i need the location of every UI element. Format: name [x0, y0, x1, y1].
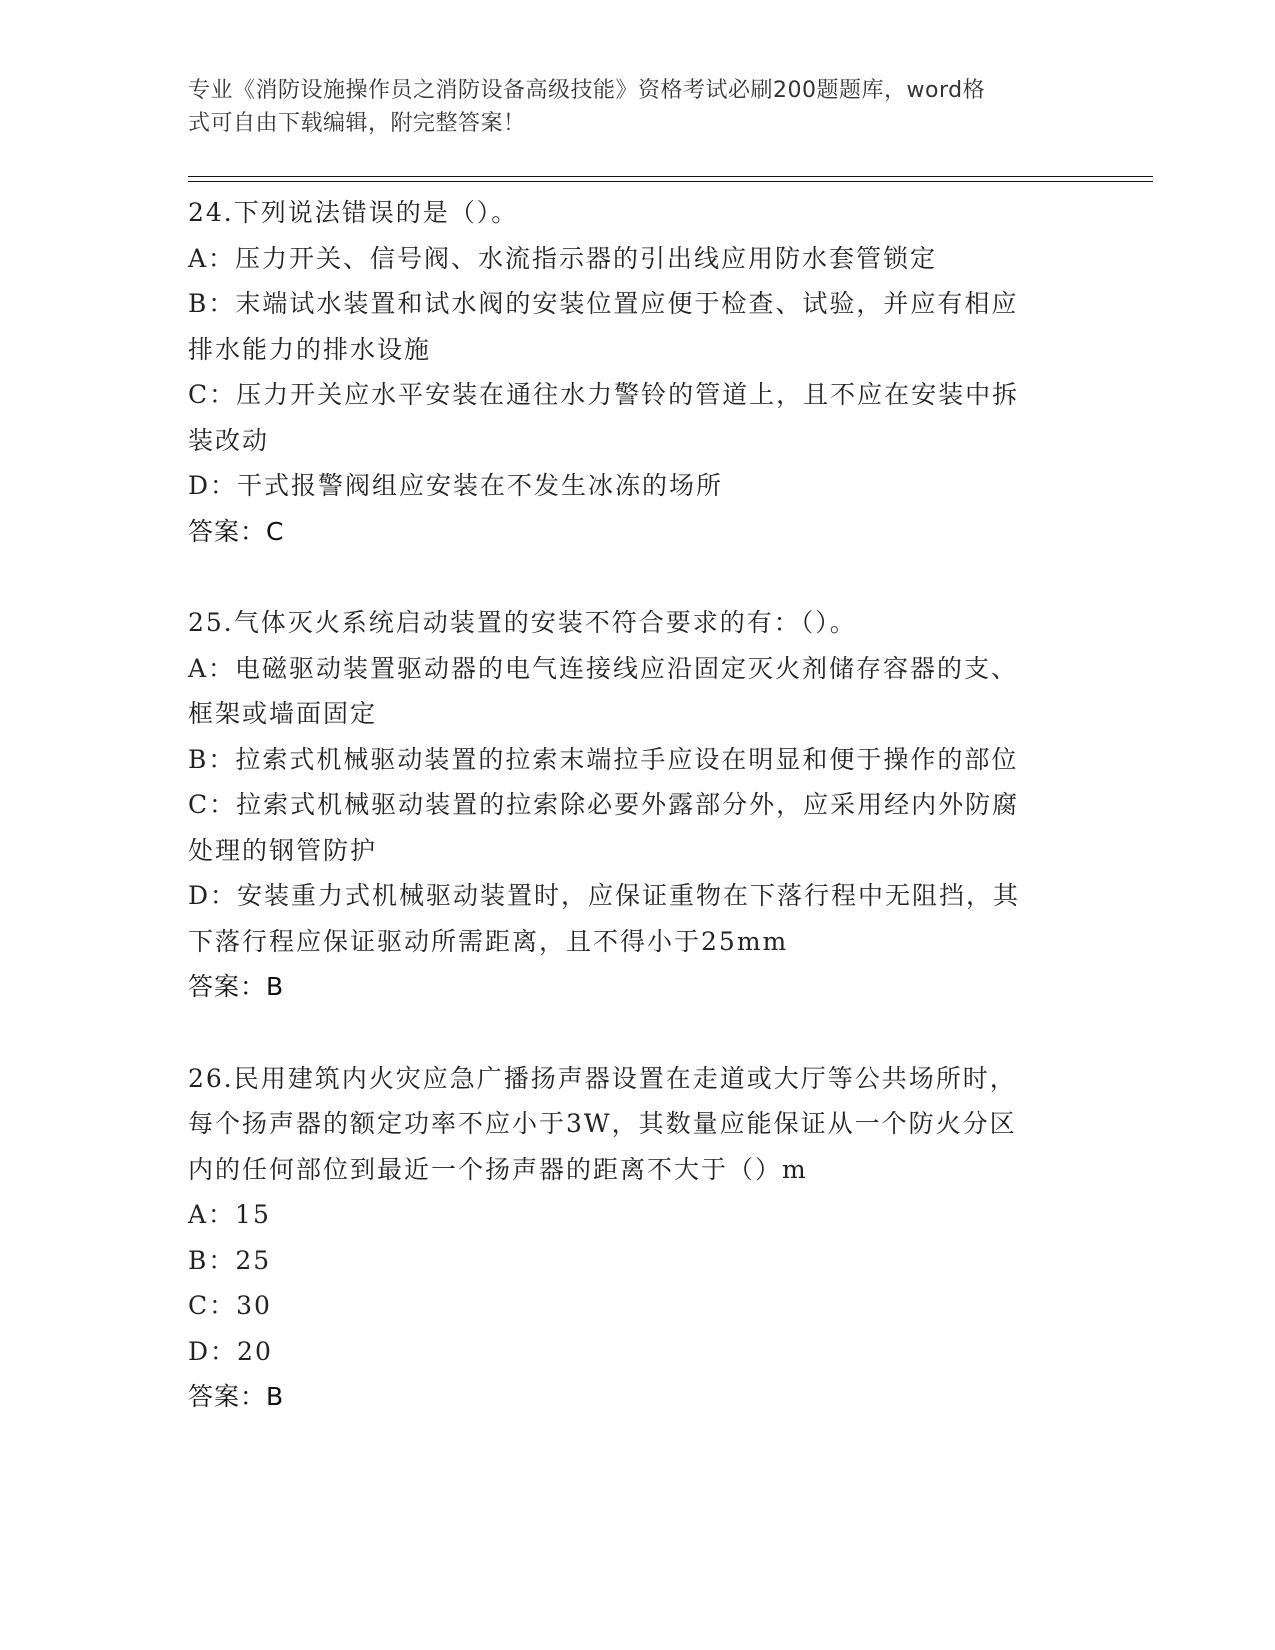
option-a: A：电磁驱动装置驱动器的电气连接线应沿固定灭火剂储存容器的支、 [188, 653, 1019, 683]
spacer [188, 554, 1088, 600]
option-b-continued: 排水能力的排水设施 [188, 334, 432, 364]
question-stem-continued: 内的任何部位到最近一个扬声器的距离不大于（）m [188, 1154, 808, 1184]
answer-line: 答案：C [188, 516, 285, 546]
header-divider [188, 181, 1153, 182]
option-c-continued: 处理的钢管防护 [188, 835, 378, 865]
option-a-continued: 框架或墙面固定 [188, 699, 378, 728]
header-line: 专业《消防设施操作员之消防设备高级技能》资格考试必刷200题题库，word格 [188, 78, 986, 103]
document-header [188, 74, 1068, 140]
option-d: D：安装重力式机械驱动装置时，应保证重物在下落行程中无阻挡，其 [188, 881, 1021, 910]
header-divider [188, 176, 1153, 177]
question-stem: 26.民用建筑内火灾应急广播扬声器设置在走道或大厅等公共场所时， [188, 1063, 1017, 1093]
question-block [188, 190, 1088, 554]
option-d-continued: 下落行程应保证驱动所需距离，且不得小于25mm [188, 926, 789, 956]
spacer [188, 1010, 1088, 1056]
option-b: B：25 [188, 1245, 272, 1275]
question-list [188, 190, 1088, 1420]
option-d: D：20 [188, 1336, 273, 1366]
question-stem: 24.下列说法错误的是（）。 [188, 198, 519, 227]
question-block [188, 600, 1088, 1010]
question-stem-continued: 每个扬声器的额定功率不应小于3W，其数量应能保证从一个防火分区 [188, 1109, 1017, 1138]
option-d: D：干式报警阀组应安装在不发生冰冻的场所 [188, 471, 724, 500]
answer-line: 答案：B [188, 1382, 285, 1411]
option-c: C：30 [188, 1291, 272, 1320]
header-line: 式可自由下载编辑，附完整答案！ [188, 111, 526, 136]
option-c-continued: 装改动 [188, 425, 270, 455]
option-c: C：拉索式机械驱动装置的拉索除必要外露部分外，应采用经内外防腐 [188, 790, 1020, 819]
answer-line: 答案：B [188, 972, 285, 1001]
question-stem: 25.气体灭火系统启动装置的安装不符合要求的有：（）。 [188, 608, 857, 637]
option-a: A：压力开关、信号阀、水流指示器的引出线应用防水套管锁定 [188, 243, 938, 273]
question-block [188, 1056, 1088, 1420]
option-b: B：拉索式机械驱动装置的拉索末端拉手应设在明显和便于操作的部位 [188, 744, 1019, 774]
option-c: C：压力开关应水平安装在通往水力警铃的管道上，且不应在安装中拆 [188, 380, 1020, 409]
option-a: A：15 [188, 1200, 271, 1229]
option-b: B：末端试水装置和试水阀的安装位置应便于检查、试验，并应有相应 [188, 289, 1019, 318]
